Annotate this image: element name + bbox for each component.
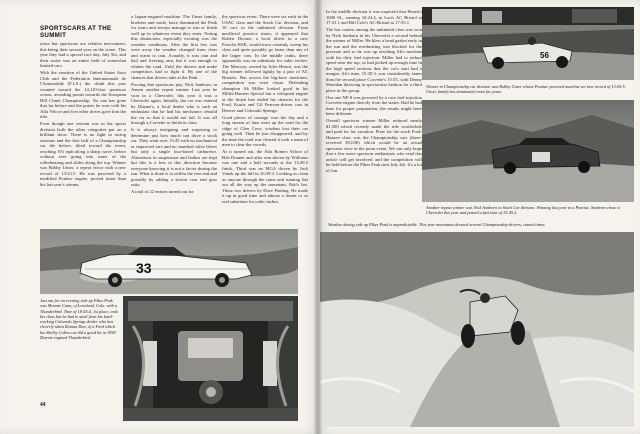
- car-number: 56: [540, 51, 549, 60]
- left-text-column-2: [131, 14, 217, 226]
- paragraph: Even though one veteran was in the sports division both the other categories put on a brilliant show. There is no light in racing sessions and the first half of a Championship car the before, tilted toward the event, reaching 101 mph along a sharp curve, before without ever going into some of the rollerbearing and slides along the top. Winner was Bobby Unser, a repeat victor with a new record of 13:23.5. He was powered by a modified Pontiac engine, proved faster than his last year's winner,: [40, 121, 126, 187]
- article-heading: SPORTSCARS AT THE SUMMIT: [40, 25, 112, 39]
- stock-car-photo: [422, 100, 634, 202]
- paragraph: Overall sportscar winner Miller reduced nearly $1,500 which recently made the ride worthwhile and paid for his vacation. Prize for the stock Ford-Hansen class was the Championship cars (three-received $5,030) which would be an actual spectator view in the point event. We can only hope that a few more sportscar enthusiasts who read this article will get involved, and the competition will be held before the Pikes Peak next July 4th. It's a lot of fun.: [326, 118, 422, 173]
- right-middle-caption: Another repeat winner was Nick Sanborn in Stock Car division. Winning last year in a Pontiac, Sanborn chose a Chevrolet this year and posted a fast time of 15:45.2.: [426, 205, 620, 216]
- paragraph: The hot contest among the unlimited class was won by Nick Sanborn in his Chevrolet a second behind the winner of Miller. He blew a head gasket early in the run and the overheating was blocked for the pressure and so he was up reaching Ak's machine with his dirty fuel injection. Miller had to reduce speed near the top, so had picked up enough time in the high speed sections that the car's start had a margin. Ak's time, 15:39.3, was considerably faster than the second place Corvette's 15:55, with Denny Sheridan throwing in spectacular fashion for a third place in the group.: [326, 27, 422, 93]
- paragraph: years but sportscars are relative newcomers, this being their second year on the scene. This year they had a special race day, July 5th, and their roster was an entire field of somewhat limited cars.: [40, 41, 126, 68]
- snowy-mountain-road-photo: [320, 232, 634, 427]
- left-text-column-1: [40, 41, 126, 226]
- paragraph: It is always intriguing and surprising to determine just how much can drive a stock car. They went over 13:45 with no mechanical or improved cars and no standard valve lifters but only a single four-barrel carburetor. Alterations in suspension and brakes are kept but this is a less in this direction because everyone knowing it is not a factor during the run. What is done is to stiffen the rear end and possibly by adding a slower rear end gear ratio.: [131, 127, 217, 187]
- paragraph: a Jaguar-engined machine. The Unser family, brothers and uncle, have dominated the Peak for years and always manage to win or finish well up in whatever event they enter. Noting this distinction, especially exciting was the weather conditions. After the first few cars were away the weather changed from clear and warm to rain. Actually, it was rain and hail and freezing rain, but it was enough to whiten the road. Until the drivers and make competitors had to fight it. By one of the chances that drivers take at the Peak.: [131, 14, 217, 80]
- paragraph: In the middle division it was expected that Hearst's 1000 SL, running 16:24.4, in Lou's AC Bristol at 17:31.1 and Bill Cole's AC-Bristol at 17:55.1.: [326, 9, 422, 25]
- right-top-caption: Winner in Championship car division was Bobby Unser whose Pontiac-powered machine set new record of 13:05.5. Unser family has dominated event for years.: [426, 84, 626, 95]
- right-bottom-caption: Weather during ride up Pikes Peak is unpredictable. This year mountains dressed several Championship drivers, ruined times.: [328, 222, 546, 227]
- unser-race-car-photo: [422, 7, 634, 80]
- paragraph: A total of 22 entries turned out for: [131, 189, 194, 194]
- page-number: 44: [40, 402, 46, 408]
- paragraph: As it turned out, the Alfa Romeo Veloce of Bob Donner and after rain driven by Williams was one and a half seconds at the 13:49.5 finish. Third was an MGA driven by Jack Vanek up the hill in 16:39.3. Looking as clean as anyone through the turns and running flat out all the way up the mountain, Bob's hat. These two drivers by Dave Pauling. He made it up in good time and almost a dozen or so real substitute for cubic inches.: [222, 149, 308, 204]
- paragraph: With the sanction of the United States Auto Club and the Federation Internationale de l'Automobile (F.I.A.) the climb this year counted toward the 14,110-foot sportscar crown, awarding points towards the European Hill Climb Championship. No one has gone that far before and the points he won with his Alfa Veloce and five other drives gave him the title.: [40, 70, 126, 119]
- engine-bay-photo: [123, 296, 298, 421]
- left-photo-caption: Just out for an evening ride up Pikes Peak was Monnie Cann, of Loveland, Colo. with a Thunderbird. Time of 18:45.4, 1st place, took his class but he had to steal from his hard-working Colorado Springs dealer who has cleverly taken Roman Dan, of a Ford which his Shelby Cobra car did a good hit in 1958 Detroit-engined Thunderbird.: [40, 298, 118, 341]
- car-number: 33: [136, 260, 152, 276]
- page-gutter: [314, 0, 322, 434]
- thunderbird-race-photo: [40, 229, 298, 294]
- right-page: [318, 0, 640, 434]
- paragraph: the sportscar event. There were six each in the USAC class and the Stock Car division, and 10 cars in the unlimited division. From unofficial practice times, it appeared that Robert Dooner, a local driver in a new Porsche RSK, would most certainly sweep his class and quite possibly go faster than any of the larger cars. In the middle ranks, there apparently was no substitute for cubic inches. The Mercury, owned by Jules Hearst, was the big winner followed tightly by a pair of AC Bristols. But across the big-bore machines, competition was even closer. Defending champion Ak Miller looked good in his Miller-Hansen Special but a collapsed engine at the finish line ended his chances for the Ford, Kurtis and Gil Pearson-driven cars in Denver and Colorado Springs.: [222, 14, 308, 113]
- left-page: [0, 0, 318, 434]
- paragraph: Proving that sportscars pay, Nick Sanborn, in Jensen another repeat winner. Last year he won in a Chevrolet; this year it was a Chevrolet again. Initially, the car was entered by Dianne's, a local dealer who is such an enthusiast that he had his mechanics rebuild the car so that it would not fail. It was all through a Corvette to finish in class.: [131, 81, 217, 125]
- paragraph: Our one NF-8 was powered by a race fuel-injection Corvette engine directly from the states. Had he had time for proper preparation, the results might have been different.: [326, 94, 422, 116]
- paragraph: Good pieces of courage won the day and a long stream of fans went up the road for the ridge of Glen Cove, wisdom lost their car going well. Then he just disappeared, and by the time the road was cleared it took a team of men to clear the crowds.: [222, 114, 308, 147]
- left-text-column-3: [222, 14, 308, 226]
